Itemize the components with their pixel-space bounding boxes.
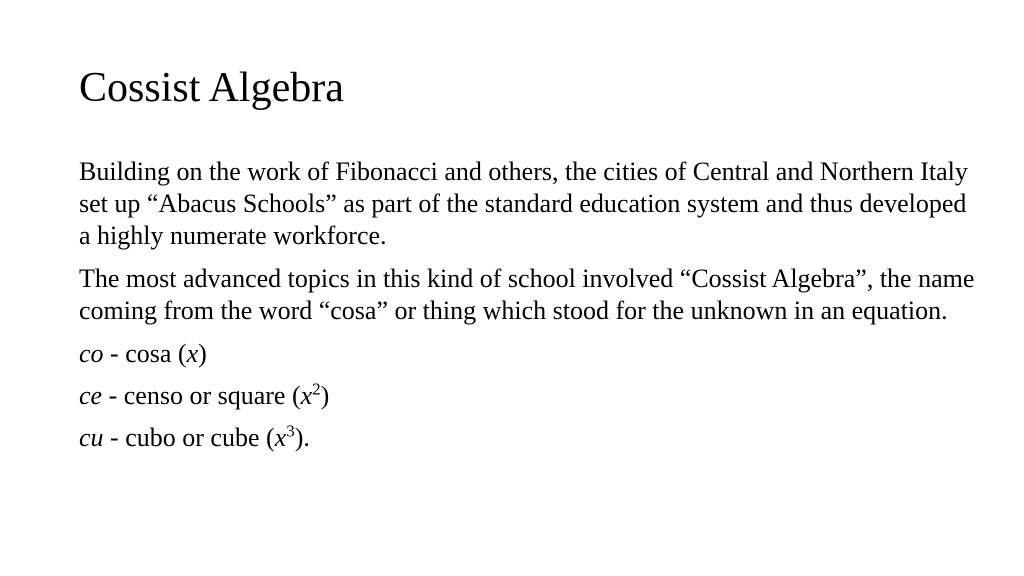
term-ce-desc: - censo or square ( xyxy=(102,381,301,410)
term-co xyxy=(79,338,979,370)
paragraph-abacus-schools: Building on the work of Fibonacci and others, the cities of Central and Northern Italy set up “Abacus Schools” as part of the standard education system and thus developed a highly numerate workforce. xyxy=(79,157,968,250)
term-ce-var: x xyxy=(300,381,313,410)
term-ce-end: ) xyxy=(320,381,330,410)
term-cu-end: ). xyxy=(294,423,310,452)
term-co-desc: - cosa ( xyxy=(103,339,187,368)
term-cu-desc: - cubo or cube ( xyxy=(103,423,275,452)
term-cu-var: x xyxy=(274,423,287,452)
term-cu-exponent: 3 xyxy=(286,421,295,441)
term-cu xyxy=(79,422,979,454)
term-co-abbr: co xyxy=(79,339,104,368)
term-cu-abbr: cu xyxy=(79,423,104,452)
term-ce xyxy=(79,380,979,412)
term-co-var: x xyxy=(186,339,199,368)
slide-body xyxy=(79,156,979,464)
term-ce-exponent: 2 xyxy=(312,379,321,399)
slide-title: Cossist Algebra xyxy=(79,65,344,111)
term-co-end: ) xyxy=(198,339,207,368)
paragraph-cossist-algebra: The most advanced topics in this kind of school involved “Cossist Algebra”, the name coming from the word “cosa” or thing which stood for the unknown in an equation. xyxy=(79,264,975,325)
term-ce-abbr: ce xyxy=(79,381,103,410)
